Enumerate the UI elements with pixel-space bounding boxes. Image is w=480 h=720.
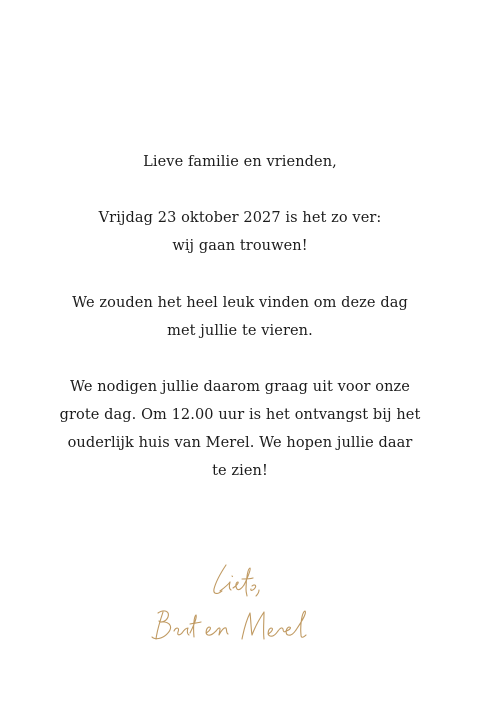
announcement-line: wij gaan trouwen! xyxy=(172,238,308,254)
details-line-1: We nodigen jullie daarom graag uit voor onze xyxy=(70,379,410,395)
celebrate-line-1: We zouden het heel leuk vinden om deze dag xyxy=(72,295,408,311)
details-line-2: grote dag. Om 12.00 uur is het ontvangst bij het xyxy=(59,407,421,423)
details-line-3: ouderlijk huis van Merel. We hopen jullie daar xyxy=(67,435,413,451)
details-line-4: te zien! xyxy=(212,463,268,479)
celebrate-line-2: met jullie te vieren. xyxy=(167,323,313,339)
date-line: Vrijdag 23 oktober 2027 is het zo ver: xyxy=(98,210,382,226)
greeting: Lieve familie en vrienden, xyxy=(143,154,337,170)
handwritten-signature xyxy=(140,555,340,655)
